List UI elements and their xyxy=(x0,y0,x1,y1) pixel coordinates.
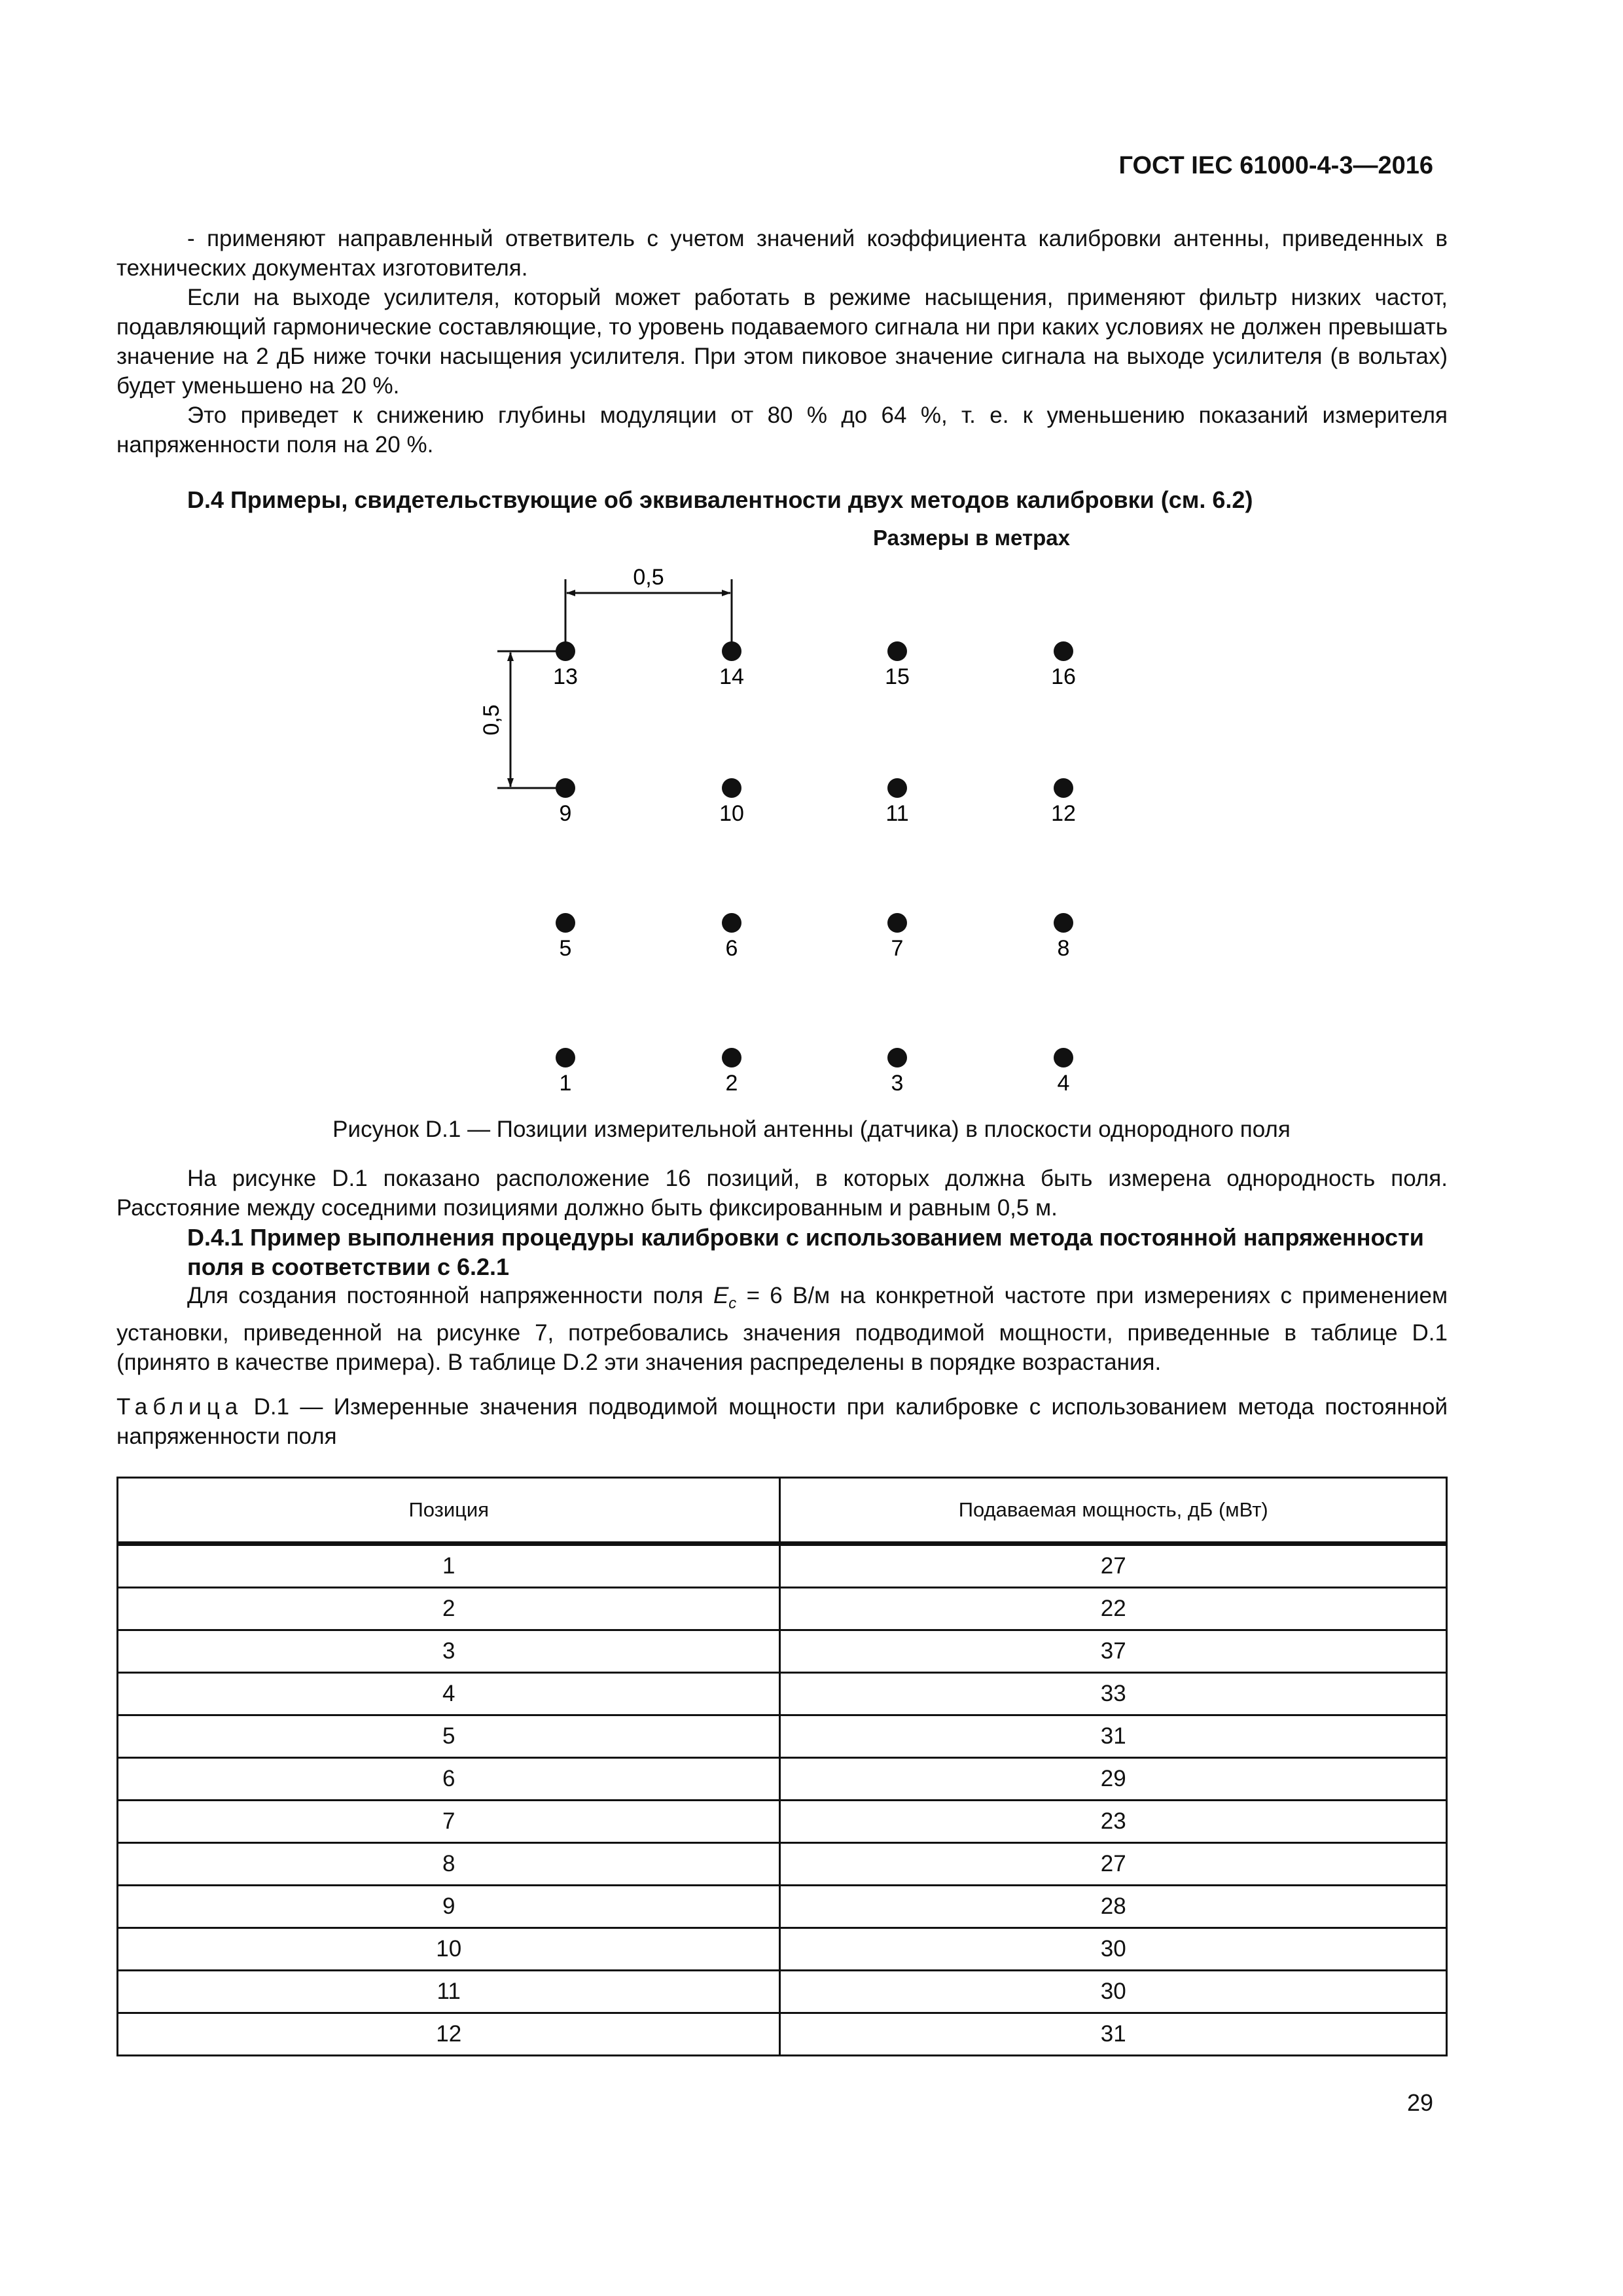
point-label: 5 xyxy=(559,936,572,961)
table-row xyxy=(118,2013,1447,2056)
cell-position: 4 xyxy=(118,1673,780,1715)
cell-position: 3 xyxy=(118,1630,780,1673)
measurement-points xyxy=(553,641,1076,1096)
measurement-point xyxy=(887,641,907,661)
measurement-point xyxy=(1054,1048,1073,1067)
paragraph: На рисунке D.1 показано расположение 16 позиций, в которых должна быть измерена однородность поля. Расстояние между соседними позициями должно быть фиксированным и равным 0,5 м. xyxy=(116,1166,1448,1221)
document-header: ГОСТ IEC 61000-4-3—2016 xyxy=(1118,152,1433,179)
measurement-point xyxy=(1054,778,1073,798)
point-label: 7 xyxy=(891,936,904,961)
measurement-point xyxy=(722,778,741,798)
calibration-text xyxy=(116,1281,1448,1377)
column-header-power: Подаваемая мощность, дБ (мВт) xyxy=(780,1478,1447,1544)
paragraph: Для создания постоянной напряженности поля $E_c = 6$ В/м на конкретной частоте при измерениях с применением установки, приведенной на рисунке 7, потребовались значения подводимой мощности, приведенные в таблице D.1 (принято в качестве примера). В таблице D.2 эти значения распределены в порядке возрастания. xyxy=(116,1283,1448,1375)
measurement-point xyxy=(722,913,741,933)
measurement-point xyxy=(722,641,741,661)
table-row xyxy=(118,1544,1447,1588)
point-label: 3 xyxy=(891,1071,904,1096)
cell-position: 6 xyxy=(118,1758,780,1801)
measurement-point xyxy=(722,1048,741,1067)
table-row xyxy=(118,1630,1447,1673)
paragraph: - применяют направленный ответвитель с учетом значений коэффициента калибровки антенны, приведенных в технических документах изготовителя. xyxy=(116,226,1448,281)
point-label: 11 xyxy=(885,801,909,826)
cell-power: 27 xyxy=(780,1843,1447,1886)
cell-position: 8 xyxy=(118,1843,780,1886)
cell-power: 31 xyxy=(780,1715,1447,1758)
cell-position: 5 xyxy=(118,1715,780,1758)
paragraph: Если на выходе усилителя, который может работать в режиме насыщения, применяют фильтр низких частот, подавляющий гармонические составляющие, то уровень подаваемого сигнала ни при каких условиях не должен превышать значение на 2 дБ ниже точки насыщения усилителя. При этом пиковое значение сигнала на выходе усилителя (в вольтах) будет уменьшено на 20 %. xyxy=(116,285,1448,399)
table-header-row xyxy=(118,1478,1447,1544)
point-label: 1 xyxy=(559,1071,572,1096)
cell-position: 11 xyxy=(118,1971,780,2013)
measurement-point xyxy=(1054,641,1073,661)
cell-position: 10 xyxy=(118,1928,780,1971)
cell-power: 22 xyxy=(780,1588,1447,1630)
table-row xyxy=(118,1715,1447,1758)
table-row xyxy=(118,1843,1447,1886)
cell-power: 31 xyxy=(780,2013,1447,2056)
measurement-point xyxy=(556,778,575,798)
point-label: 16 xyxy=(1051,664,1076,689)
cell-power: 30 xyxy=(780,1928,1447,1971)
page-number: 29 xyxy=(1406,2089,1433,2116)
figure-caption: Рисунок D.1 — Позиции измерительной антенны (датчика) в плоскости однородного поля xyxy=(332,1117,1291,1142)
cell-power: 29 xyxy=(780,1758,1447,1801)
point-label: 12 xyxy=(1051,801,1076,826)
horizontal-dimension-label: 0,5 xyxy=(633,565,664,590)
measurement-point xyxy=(556,641,575,661)
section-heading-d41: D.4.1 Пример выполнения процедуры калибровки с использованием метода постоянной напряженности поля в соответствии с 6.2.1 xyxy=(187,1224,1424,1280)
cell-position: 7 xyxy=(118,1801,780,1843)
table-row xyxy=(118,1758,1447,1801)
power-table xyxy=(116,1477,1448,2056)
column-header-position: Позиция xyxy=(118,1478,780,1544)
field-strength-symbol: E xyxy=(713,1283,729,1308)
point-label: 9 xyxy=(559,801,572,826)
table-row xyxy=(118,1971,1447,2013)
measurement-point xyxy=(1054,913,1073,933)
measurement-point xyxy=(887,778,907,798)
point-label: 10 xyxy=(719,801,744,826)
dimensions-note: Размеры в метрах xyxy=(873,526,1070,550)
table-row xyxy=(118,1886,1447,1928)
cell-position: 1 xyxy=(118,1544,780,1588)
measurement-point xyxy=(556,1048,575,1067)
point-label: 6 xyxy=(725,936,738,961)
vertical-dimension-label: 0,5 xyxy=(479,704,504,736)
point-label: 2 xyxy=(725,1071,738,1096)
point-label: 15 xyxy=(885,664,910,689)
cell-position: 12 xyxy=(118,2013,780,2056)
point-label: 4 xyxy=(1057,1071,1070,1096)
cell-power: 33 xyxy=(780,1673,1447,1715)
section-heading-d4: D.4 Примеры, свидетельствующие об эквивалентности двух методов калибровки (см. 6.2) xyxy=(187,486,1253,513)
point-label: 14 xyxy=(719,664,744,689)
point-label: 13 xyxy=(553,664,578,689)
cell-power: 28 xyxy=(780,1886,1447,1928)
measurement-point xyxy=(556,913,575,933)
cell-power: 23 xyxy=(780,1801,1447,1843)
cell-power: 27 xyxy=(780,1544,1447,1588)
cell-position: 2 xyxy=(118,1588,780,1630)
measurement-point xyxy=(887,913,907,933)
cell-position: 9 xyxy=(118,1886,780,1928)
measurement-point xyxy=(887,1048,907,1067)
table-row xyxy=(118,1928,1447,1971)
table-row xyxy=(118,1801,1447,1843)
table-title: Таблица D.1 — Измеренные значения подводимой мощности при калибровке с использованием метода постоянной напряженности поля xyxy=(116,1394,1448,1449)
table-row xyxy=(118,1588,1447,1630)
point-label: 8 xyxy=(1057,936,1070,961)
table-row xyxy=(118,1673,1447,1715)
cell-power: 37 xyxy=(780,1630,1447,1673)
cell-power: 30 xyxy=(780,1971,1447,2013)
paragraph: Это приведет к снижению глубины модуляции от 80 % до 64 %, т. е. к уменьшению показаний измерителя напряженности поля на 20 %. xyxy=(116,403,1448,457)
table-label: Таблица xyxy=(116,1394,243,1420)
figure-description xyxy=(116,1164,1448,1223)
